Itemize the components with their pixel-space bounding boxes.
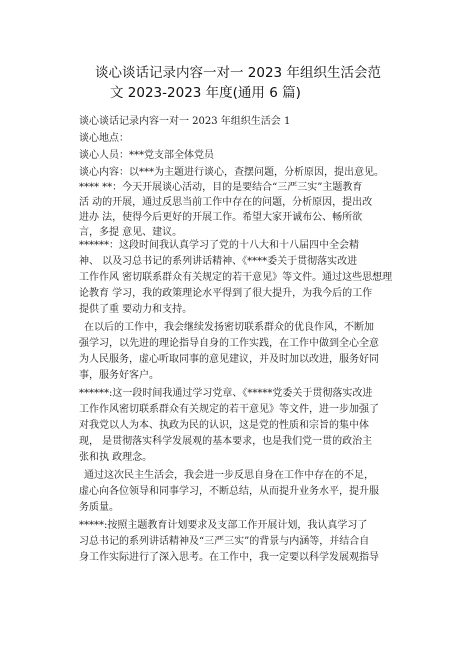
paragraph-4-line: ******:这一段时间我通过学习党章、《*****党委关于贯彻落实改进 — [79, 388, 373, 399]
paragraph-1-line: **** **：今天开展谈心活动，目的是要结合“三严三实”主题教育 — [79, 182, 363, 193]
content-intro-line: 谈心内容：以***为主题进行谈心，查摆问题，分析原因，提出意见。 — [79, 167, 384, 178]
section-heading: 谈心谈话记录内容一对一 2023 年组织生活会 1 — [79, 116, 291, 127]
paragraph-6-line: 习总书记的系列讲话精神及“三严三实”的背景与内涵等，并结合自 — [79, 536, 370, 547]
paragraph-3-line: 强学习，以先进的理论指导自身的工作实践，在工作中做到全心全意 — [79, 338, 379, 349]
participants-line: 谈心人员：***党支部全体党员 — [79, 150, 214, 161]
paragraph-4-line: 现， 是贯彻落实科学发展观的基本要求，也是我们党一贯的政治主 — [79, 436, 373, 447]
paragraph-5-line: 虚心向各位领导和同事学习，不断总结，从而提升业务水平，提升服 — [79, 486, 379, 497]
paragraph-4-line: 张和执 政理念。 — [79, 452, 153, 463]
paragraph-1-line: 进办 法，使得今后更好的开展工作。希望大家开诚布公、畅所欲 — [79, 212, 363, 223]
paragraph-3-line: 事，服务好客户。 — [79, 370, 159, 381]
paragraph-3-line: 在以后的工作中，我会继续发扬密切联系群众的优良作风，不断加 — [84, 322, 374, 333]
paragraph-4-line: 对我党以人为本、执政为民的认识，这是党的性质和宗旨的集中体 — [79, 420, 369, 431]
paragraph-2-line: 提供了重 要动力和支持。 — [79, 304, 193, 315]
paragraph-2-line: 神、 以及习总书记的系列讲话精神、《****委关于贯彻落实改进 — [79, 256, 358, 267]
paragraph-2-line: 工作作风 密切联系群众有关规定的若干意见》等文件。通过这些思想理 — [79, 272, 393, 283]
paragraph-1-line: 活 动的开展，通过反思当前工作中存在的问题，分析原因，提出改 — [79, 197, 373, 208]
paragraph-5-line: 通过这次民主生活会，我会进一步反思自身在工作中存在的不足， — [84, 470, 374, 481]
paragraph-2-line: ******：这段时间我认真学习了党的十八大和十八届四中全会精 — [79, 240, 359, 251]
paragraph-1-line: 言，多提 意见、建议。 — [79, 227, 183, 238]
paragraph-4-line: 工作作风密切联系群众有关规定的若干意见》等文件，进一步加强了 — [79, 404, 379, 415]
paragraph-6-line: 身工作实际进行了深入思考。在工作中，我一定要以科学发展观指导 — [79, 552, 379, 563]
paragraph-3-line: 为人民服务，虚心听取同事的意见建议，并及时加以改进，服务好同 — [79, 354, 379, 365]
document-title-line-2: 文 2023-2023 年度(通用 6 篇) — [110, 85, 301, 101]
document-title-line-1: 谈心谈话记录内容一对一 2023 年组织生活会范 — [95, 65, 381, 81]
paragraph-6-line: *****:按照主题教育计划要求及支部工作开展计划，我认真学习了 — [79, 520, 368, 531]
paragraph-2-line: 论教育 学习，我的政策理论水平得到了很大提升，为我今后的工作 — [79, 288, 373, 299]
location-line: 谈心地点： — [79, 133, 129, 144]
paragraph-5-line: 务质量。 — [79, 502, 119, 513]
